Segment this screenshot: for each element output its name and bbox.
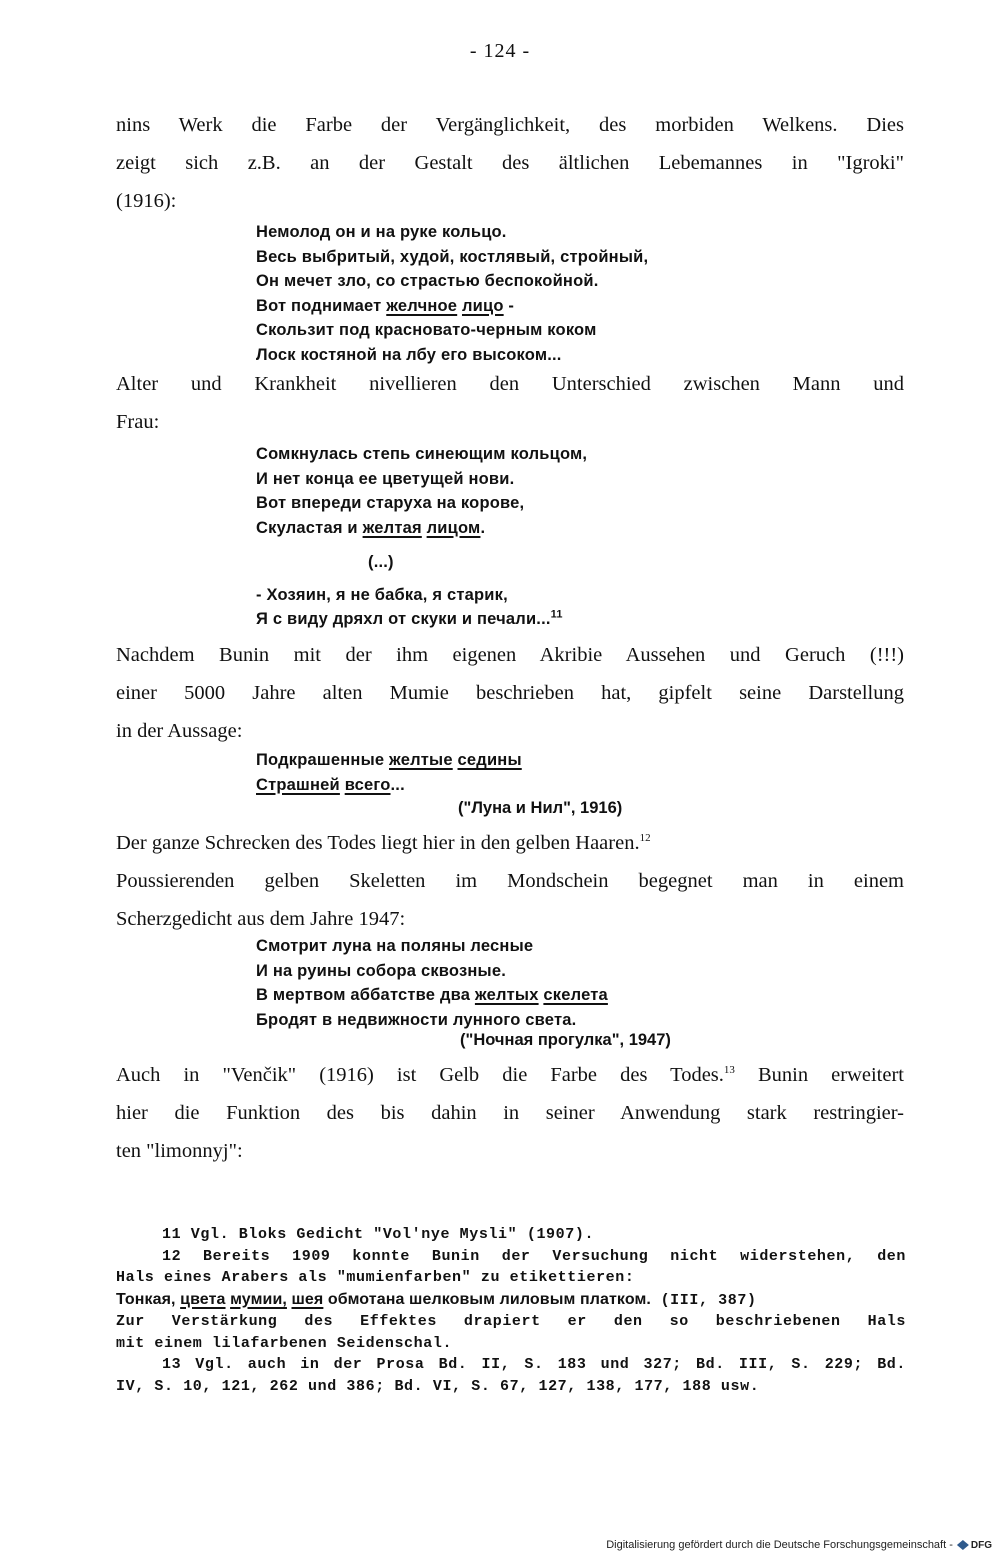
poem-2-line-3: Вот впереди старуха на корове,	[256, 494, 525, 512]
footnote-11: 11 Vgl. Bloks Gedicht "Vol'nye Mysli" (1907).	[162, 1226, 595, 1243]
poem-2-line-1: Сомкнулась степь синеющим кольцом,	[256, 445, 588, 463]
paragraph-5-line-3: ten "limonnyj":	[116, 1140, 243, 1162]
poem-3	[256, 748, 522, 797]
underlined-word: скелета	[543, 986, 608, 1004]
underlined-word: желчное	[386, 296, 458, 315]
paragraph-4-line-1-text: Der ganze Schrecken des Todes liegt hier in den gelben Haaren.	[116, 832, 640, 854]
dfg-logo	[957, 1540, 992, 1551]
underlined-word: желтые	[389, 751, 453, 769]
paragraph-3-line-1: Nachdem Bunin mit der ihm eigenen Akribie Aussehen und Geruch (!!!)	[116, 644, 904, 666]
footnote-12-line-5: mit einem lilafarbenen Seidenschal.	[116, 1334, 453, 1352]
underlined-word: цвета	[180, 1290, 226, 1308]
paragraph-5	[116, 1056, 904, 1170]
footnote-12-line-1: 12 Bereits 1909 konnte Bunin der Versuchung nicht widerstehen, den	[162, 1247, 906, 1265]
poem-2-line-5: - Хозяин, я не бабка, я старик,	[256, 585, 508, 604]
footnote-ref-13: 13	[723, 1064, 735, 1077]
underlined-word: желтых	[474, 986, 539, 1004]
paragraph-1-line-1: nins Werk die Farbe der Vergänglichkeit, des morbiden Welkens. Dies	[116, 114, 904, 136]
footnote-12-russian-tail: обмотана шелковым лиловым платком.	[323, 1290, 651, 1308]
poem-4	[256, 934, 608, 1032]
underlined-word: мумии,	[230, 1290, 287, 1308]
underlined-word: всего	[344, 775, 391, 794]
paragraph-5-line-1	[116, 1056, 904, 1094]
underlined-word: лицо	[461, 296, 504, 315]
underlined-word: седины	[457, 751, 522, 769]
poem-3-line-1	[256, 748, 522, 773]
poem-4-line-4: Бродят в недвижности лунного света.	[256, 1010, 577, 1029]
paragraph-2-line-1: Alter und Krankheit nivellieren den Unterschied zwischen Mann und	[116, 373, 904, 395]
paragraph-4	[116, 824, 904, 938]
footnote-ref-11: 11	[550, 608, 563, 621]
poem-2-line-4	[256, 516, 587, 541]
poem-2-ellipsis: (...)	[368, 553, 394, 571]
poem-2-line-6	[256, 607, 587, 632]
poem-1-line-4	[256, 294, 648, 319]
poem-2-line-4-tail: .	[480, 518, 486, 537]
poem-4-line-3-text: В мертвом аббатстве два	[256, 986, 475, 1004]
footnote-12-reference: (III, 387)	[650, 1291, 757, 1309]
poem-3-line-1-text: Подкрашенные	[256, 751, 390, 769]
dfg-logo-text: DFG	[970, 1539, 992, 1551]
footnote-13-line-2: IV, S. 10, 121, 262 und 386; Bd. VI, S. 67, 127, 138, 177, 188 usw.	[116, 1377, 760, 1395]
paragraph-2	[116, 365, 904, 441]
poem-1-line-4-tail: -	[503, 296, 515, 315]
underlined-word: Страшней	[256, 775, 340, 794]
poem-4-citation: ("Ночная прогулка", 1947)	[460, 1031, 671, 1049]
page-number: - 124 -	[469, 40, 531, 62]
poem-4-line-3	[256, 983, 608, 1008]
poem-1-line-1: Немолод он и на руке кольцо.	[256, 223, 507, 241]
footnote-12-line-2: Hals eines Arabers als "mumienfarben" zu etikettieren:	[116, 1269, 635, 1286]
poem-2	[256, 442, 587, 632]
paragraph-4-line-2: Poussierenden gelben Skeletten im Mondschein begegnet man in einem	[116, 870, 904, 892]
underlined-word: желтая	[362, 518, 422, 537]
poem-1-line-5: Скользит под красновато-черным коком	[256, 321, 597, 339]
paragraph-5-line-1-tail: Bunin erweitert	[734, 1064, 904, 1086]
paragraph-1-line-3: (1916):	[116, 190, 177, 212]
poem-1-line-2: Весь выбритый, худой, костлявый, стройный,	[256, 247, 649, 266]
poem-3-line-2	[256, 773, 522, 798]
paragraph-5-line-1-text: Auch in "Venčik" (1916) ist Gelb die Farbe des Todes.	[116, 1064, 724, 1086]
credit-text: Digitalisierung gefördert durch die Deutsche Forschungsgemeinschaft -	[606, 1539, 953, 1551]
footnote-13-line-1: 13 Vgl. auch in der Prosa Bd. II, S. 183 und 327; Bd. III, S. 229; Bd.	[162, 1356, 906, 1373]
footnote-12-russian-text: Тонкая,	[116, 1290, 181, 1308]
poem-1	[256, 220, 648, 367]
footnote-12-line-4: Zur Verstärkung des Effektes drapiert er den so beschriebenen Hals	[116, 1313, 906, 1330]
paragraph-3	[116, 636, 904, 750]
paragraph-2-line-2: Frau:	[116, 411, 160, 433]
underlined-word: шея	[291, 1290, 324, 1308]
poem-3-citation: ("Луна и Нил", 1916)	[458, 799, 623, 817]
poem-1-line-6: Лоск костяной на лбу его высоком...	[256, 345, 562, 364]
poem-1-line-3: Он мечет зло, со страстью беспокойной.	[256, 272, 599, 290]
footnotes	[116, 1224, 906, 1397]
paragraph-5-line-2: hier die Funktion des bis dahin in seiner Anwendung stark restringier-	[116, 1102, 904, 1124]
poem-4-line-1: Смотрит луна на поляны лесные	[256, 937, 534, 955]
poem-4-line-2: И на руины собора сквозные.	[256, 961, 506, 980]
dfg-mark-icon	[957, 1540, 969, 1550]
footnote-ref-12: 12	[639, 832, 651, 845]
paragraph-3-line-2: einer 5000 Jahre alten Mumie beschrieben hat, gipfelt seine Darstellung	[116, 682, 904, 704]
paragraph-4-line-3: Scherzgedicht aus dem Jahre 1947:	[116, 908, 406, 930]
paragraph-1-line-2: zeigt sich z.B. an der Gestalt des ältlichen Lebemannes in "Igroki"	[116, 152, 904, 174]
digitization-credit	[606, 1539, 992, 1551]
paragraph-1	[116, 106, 904, 220]
poem-2-line-4-text: Скуластая и	[256, 518, 363, 537]
poem-2-line-6-text: Я с виду дряхл от скуки и печали...	[256, 610, 551, 628]
footnote-12-russian-quote	[116, 1289, 906, 1312]
underlined-word: лицом	[426, 518, 481, 537]
paragraph-3-line-3: in der Aussage:	[116, 720, 243, 742]
paragraph-4-line-1	[116, 824, 904, 862]
poem-1-line-4-text: Вот поднимает	[256, 296, 387, 315]
poem-3-line-2-tail: ...	[390, 775, 405, 794]
poem-2-line-2: И нет конца ее цветущей нови.	[256, 469, 515, 488]
